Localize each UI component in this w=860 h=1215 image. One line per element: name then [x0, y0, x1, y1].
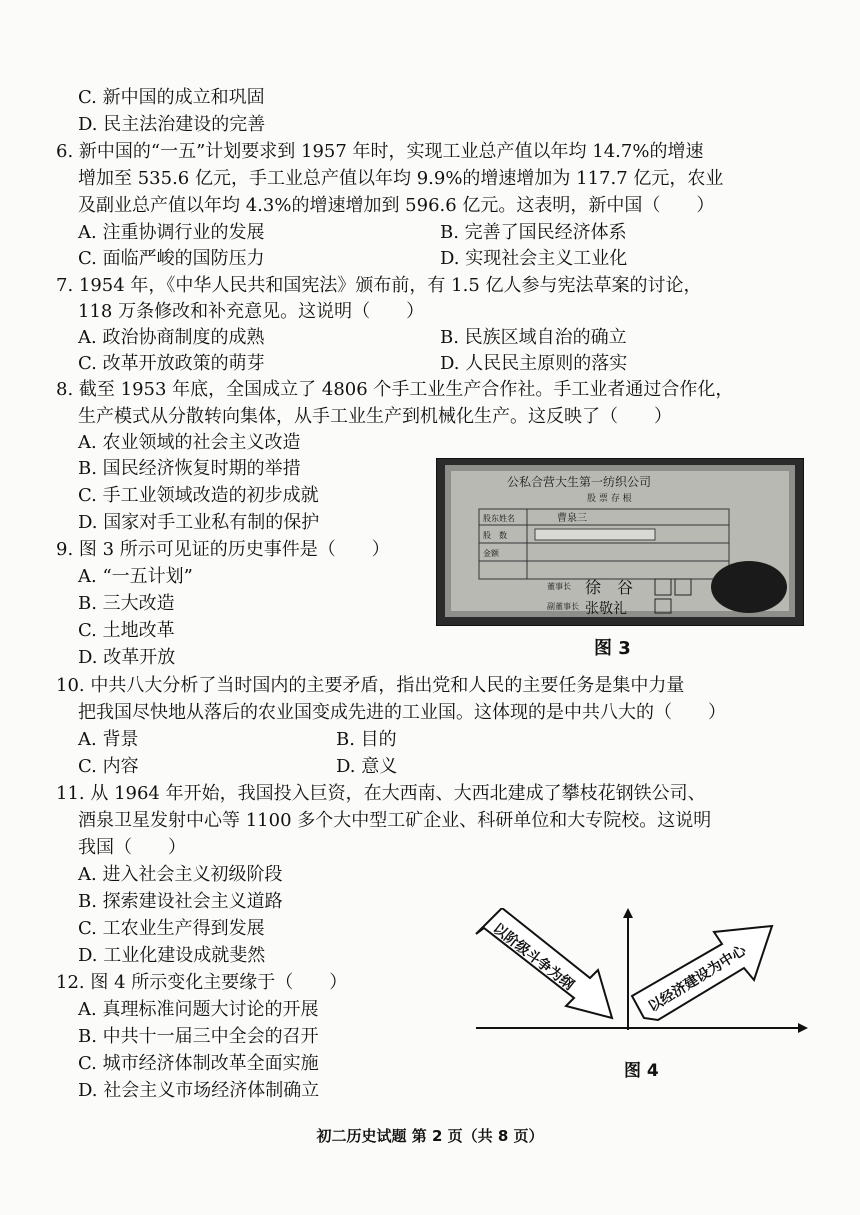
text-line: A. “一五计划” — [78, 566, 193, 587]
text-line: 9. 图 3 所示可见证的历史事件是（ ） — [56, 539, 390, 560]
figure-3-stock-certificate — [436, 458, 804, 626]
text-line: C. 新中国的成立和巩固 — [78, 87, 265, 108]
text-line: C. 面临严峻的国防压力 — [78, 248, 265, 269]
text-line: A. 政治协商制度的成熟 — [78, 327, 265, 348]
text-line: A. 农业领域的社会主义改造 — [78, 432, 301, 453]
text-line: 把我国尽快地从落后的农业国变成先进的工业国。这体现的是中共八大的（ ） — [78, 702, 726, 723]
text-line: C. 内容 — [78, 756, 139, 777]
text-line: B. 目的 — [336, 729, 397, 750]
text-line: A. 背景 — [78, 729, 139, 750]
count-label: 股 数 — [483, 531, 507, 540]
text-line: 8. 截至 1953 年底，全国成立了 4806 个手工业生产合作社。手工业者通过合作化， — [56, 379, 734, 400]
text-line: B. 完善了国民经济体系 — [440, 222, 627, 243]
text-line: D. 国家对手工业私有制的保护 — [78, 512, 320, 533]
text-line: 6. 新中国的“一五”计划要求到 1957 年时，实现工业总产值以年均 14.7%的增速 — [56, 141, 704, 162]
text-line: 我国（ ） — [78, 837, 186, 858]
figure-4-diagram — [472, 908, 808, 1044]
name-label: 股东姓名 — [483, 514, 515, 523]
figure-4-caption: 图 4 — [624, 1061, 659, 1081]
text-line: 11. 从 1964 年开始，我国投入巨资，在大西南、大西北建成了攀枝花钢铁公司、 — [56, 783, 706, 804]
text-line: 增加至 535.6 亿元，手工业总产值以年均 9.9%的增速增加为 117.7 亿元，农业 — [78, 168, 724, 189]
text-line: A. 进入社会主义初级阶段 — [78, 864, 283, 885]
text-line: D. 改革开放 — [78, 647, 176, 668]
text-line: D. 人民民主原则的落实 — [440, 353, 628, 374]
text-line: A. 注重协调行业的发展 — [78, 222, 265, 243]
text-line: 12. 图 4 所示变化主要缘于（ ） — [56, 972, 348, 993]
text-line: D. 工业化建设成就斐然 — [78, 945, 266, 966]
text-line: C. 手工业领域改造的初步成就 — [78, 485, 319, 506]
text-line: D. 社会主义市场经济体制确立 — [78, 1080, 320, 1101]
text-line: D. 意义 — [336, 756, 398, 777]
certificate-subtitle: 股 票 存 根 — [587, 494, 632, 504]
sign2-name: 张敬礼 — [585, 601, 627, 617]
round-seal — [711, 561, 787, 613]
page-footer: 初二历史试题 第 2 页（共 8 页） — [316, 1127, 544, 1145]
text-line: C. 城市经济体制改革全面实施 — [78, 1053, 319, 1074]
arrow-economic-construction — [632, 926, 772, 1020]
certificate-title: 公私合营大生第一纺织公司 — [507, 475, 652, 489]
policy-shift-diagram — [472, 908, 808, 1044]
text-line: B. 探索建设社会主义道路 — [78, 891, 283, 912]
text-line: B. 三大改造 — [78, 593, 175, 614]
amount-label: 金额 — [483, 549, 499, 558]
text-line: B. 中共十一届三中全会的召开 — [78, 1026, 319, 1047]
text-line: B. 国民经济恢复时期的举措 — [78, 458, 301, 479]
text-line: 及副业总产值以年均 4.3%的增速增加到 596.6 亿元。这表明，新中国（ ） — [78, 195, 715, 216]
arrow-left-label: 以阶级斗争为纲 — [489, 920, 577, 994]
text-line: D. 实现社会主义工业化 — [440, 248, 628, 269]
text-line: 生产模式从分散转向集体，从手工业生产到机械化生产。这反映了（ ） — [78, 406, 672, 427]
arrow-class-struggle — [476, 908, 612, 1018]
text-line: C. 改革开放政策的萌芽 — [78, 353, 265, 374]
text-line: C. 工农业生产得到发展 — [78, 918, 265, 939]
text-line: C. 土地改革 — [78, 620, 175, 641]
sign2-label: 副董事长 — [547, 602, 579, 611]
sign1-label: 董事长 — [547, 582, 571, 591]
text-line: D. 民主法治建设的完善 — [78, 114, 266, 135]
text-line: 酒泉卫星发射中心等 1100 多个大中型工矿企业、科研单位和大专院校。这说明 — [78, 810, 712, 831]
certificate-image — [437, 459, 803, 625]
text-line: B. 民族区域自治的确立 — [440, 327, 627, 348]
text-line: A. 真理标准问题大讨论的开展 — [78, 999, 319, 1020]
text-line: 118 万条修改和补充意见。这说明（ ） — [78, 301, 425, 322]
text-line: 10. 中共八大分析了当时国内的主要矛盾，指出党和人民的主要任务是集中力量 — [56, 675, 685, 696]
text-line: 7. 1954 年，《中华人民共和国宪法》颁布前，有 1.5 亿人参与宪法草案的讨论， — [56, 275, 702, 296]
name-value: 曹泉三 — [557, 513, 587, 524]
figure-3-caption: 图 3 — [594, 638, 631, 659]
arrow-right-label: 以经济建设为中心 — [645, 942, 750, 1016]
sign1-name: 徐 谷 — [585, 578, 634, 597]
